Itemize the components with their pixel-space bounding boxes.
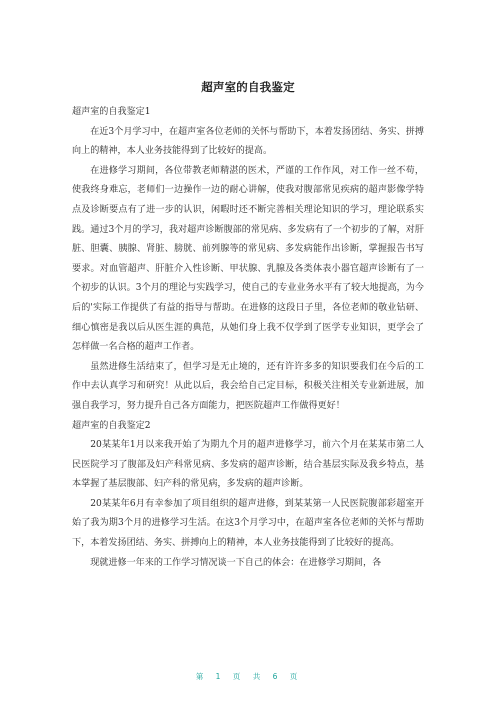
paragraph: 现就进修一年来的工作学习情况谈一下自己的体会：在进修学习期间，各 — [90, 557, 382, 568]
page-number-footer: 第 1 页 共 6 页 — [195, 672, 301, 681]
paragraph: 在近3个月学习中，在超声室各位老师的关怀与帮助下，本着发扬团结、务实、拼搏向上的精神，本人业务技能得到了比较好的提高。 — [72, 126, 424, 157]
paragraph: 20某某年1月以来我开始了为期九个月的超声进修学习，前六个月在某某市第二人民医院学习了腹部及妇产科常见病、多发病的超声诊断，结合基层实际及我乡特点，基本掌握了基层腹部、妇产科的常见病，多发病的超声诊断。 — [72, 440, 424, 490]
section-heading: 超声室的自我鉴定1 — [72, 107, 151, 117]
section-heading: 超声室的自我鉴定2 — [72, 420, 151, 431]
document-body — [72, 103, 424, 573]
paragraph: 虽然进修生活结束了，但学习是无止境的，还有许许多多的知识要我们在今后的工作中去认真学习和研究！从此以后，我会给自己定目标，积极关注相关专业新进展，加强自我学习，努力提升自己各方面能力，把医院超声工作做得更好！ — [72, 361, 424, 411]
paragraph: 在进修学习期间，各位带教老师精湛的医术，严谨的工作作风，对工作一丝不苟，使我终身难忘，老师们一边操作一边的耐心讲解，使我对腹部常见疾病的超声影像学特点及诊断要点有了进一步的认识，闲暇时还不断完善相关理论知识的学习，理论联系实践。通过3个月的学习，我对超声诊断腹部的常见病、多发病有了一个初步的了解，对肝脏、胆囊、胰腺、肾脏、膀胱、前列腺等的常见病、多发病能作出诊断，掌握报告书写要求。对血管超声、肝脏介入性诊断、甲状腺、乳腺及各类体表小器官超声诊断有了一个初步的认识。3个月的理论与实践学习，使自己的专业业务水平有了较大地提高，为今后的'实际工作提供了有益的指导与帮助。在进修的这段日子里，各位老师的敬业钻研、细心慎密是我以后从医生涯的典范，从她们身上我不仅学到了医学专业知识，更学会了怎样做一名合格的超声工作者。 — [72, 165, 424, 353]
document-title: 超声室的自我鉴定 — [201, 80, 295, 94]
paragraph: 20某某年6月有幸参加了项目组织的超声进修，到某某第一人民医院腹部彩超室开始了我为期3个月的进修学习生活。在这3个月学习中，在超声室各位老师的关怀与帮助下，本着发扬团结、务实、拼搏向上的精神，本人业务技能得到了比较好的提高。 — [72, 498, 424, 549]
